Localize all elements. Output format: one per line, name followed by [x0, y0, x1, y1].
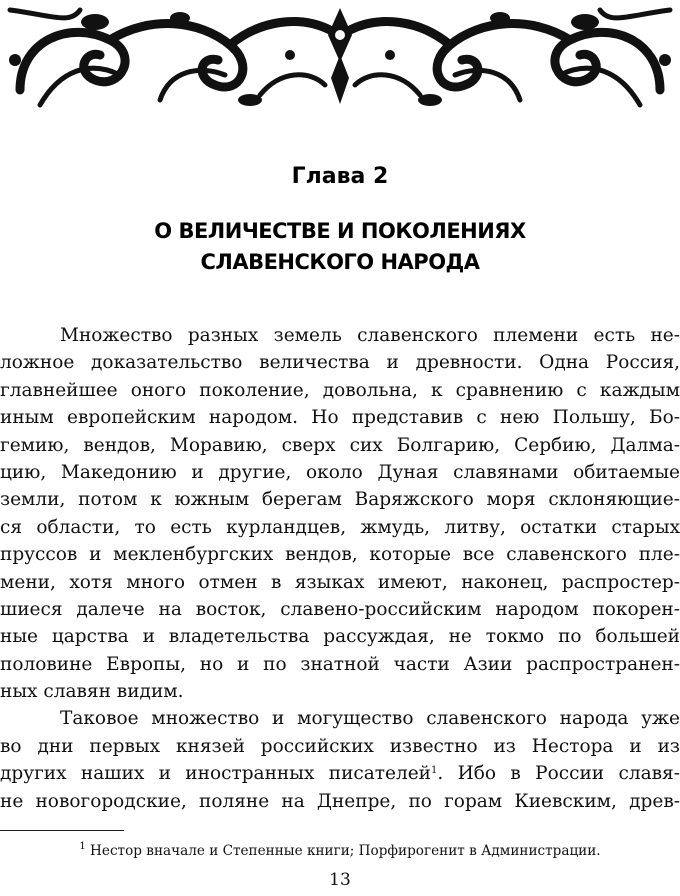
footnote-marker: 1 [79, 841, 86, 852]
text-line: ные царства и владетельства рассуждая, не токмо по большей [0, 626, 680, 648]
text-line-with-footnote [0, 760, 680, 787]
text-line: земли, потом к южным берегам Варяжского моря склоняющие- [0, 489, 680, 511]
text-line: гемию, вендов, Моравию, сверх сих Болгарию, Сербию, Далма- [0, 434, 680, 456]
decorative-ornament-header [0, 0, 680, 112]
text-line: ся области, то есть курландцев, жмудь, литву, остатки старых [0, 516, 680, 538]
chapter-title-line: О ВЕЛИЧЕСТВЕ И ПОКОЛЕНИЯХ [154, 219, 526, 243]
footnote-ref[interactable]: 1 [431, 765, 438, 777]
text-line: Таковое множество и могущество славенского народа уже [60, 708, 680, 730]
text-line: иным европейским народом. Но представив с нею Польшу, Бо- [0, 407, 680, 429]
body-text [0, 322, 680, 815]
text-segment: других наших и иностранных писателей [0, 763, 432, 785]
page-number: 13 [329, 870, 351, 890]
text-line: мени, хотя много отмен в языках имеют, наконец, распростер- [0, 571, 680, 593]
footnote [0, 842, 680, 860]
text-line: ных славян видим. [0, 681, 184, 703]
text-line: не новогородские, поляне на Днепре, по горам Киевским, древ- [0, 790, 680, 812]
text-segment: . Ибо в России славя- [437, 763, 680, 785]
text-line: цию, Македонию и другие, около Дуная славянами обитаемые [0, 461, 680, 483]
footnote-divider [0, 830, 124, 831]
chapter-number: Глава 2 [291, 164, 389, 189]
text-line: главнейшее оного поколение, довольна, к сравнению с каждым [0, 379, 680, 401]
chapter-title-line: СЛАВЕНСКОГО НАРОДА [200, 250, 480, 274]
text-line: Множество разных земель славенского племени есть не- [60, 325, 680, 346]
footnote-text: Нестор вначале и Степенные книги; Порфирогенит в Администрации. [90, 843, 601, 859]
text-line: половине Европы, но и по знатной части Азии распространен- [0, 653, 680, 675]
chapter-title [0, 216, 680, 278]
text-line: пруссов и мекленбургских вендов, которые все славенского пле- [0, 544, 680, 566]
text-line: шиеся далече на восток, славено-российским народом покорен- [0, 598, 680, 620]
text-line: ложное доказательство величества и древности. Одна Россия, [0, 352, 680, 374]
text-line: во дни первых князей российских известно из Нестора и из [0, 735, 680, 757]
